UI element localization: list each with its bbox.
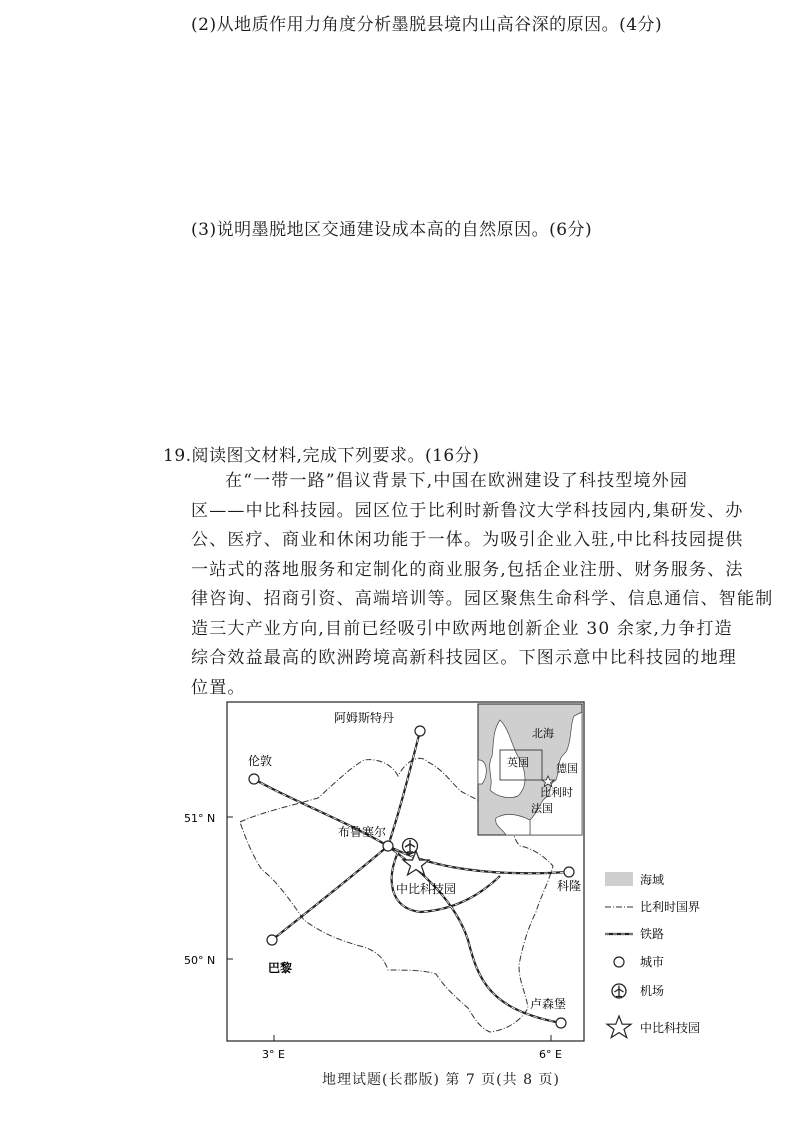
- label-cologne: 科隆: [557, 879, 582, 893]
- passage-line: 综合效益最高的欧洲跨境高新科技园区。下图示意中比科技园的地理: [191, 648, 737, 668]
- legend-railway-label: 铁路: [640, 927, 665, 941]
- legend: [605, 872, 700, 1038]
- lat-50-label: 50° N: [184, 954, 216, 967]
- inset-germany: 德国: [556, 762, 578, 775]
- legend-park-label: 中比科技园: [640, 1021, 701, 1035]
- legend-airport-icon: [612, 984, 626, 998]
- airport-icon: [403, 839, 418, 854]
- label-luxembourg: 卢森堡: [530, 997, 567, 1011]
- label-paris: 巴黎: [268, 961, 293, 975]
- question-19: 19.阅读图文材料,完成下列要求。(16分): [163, 446, 480, 466]
- city-london: [249, 774, 259, 784]
- legend-border-label: 比利时国界: [640, 900, 701, 914]
- passage-line: 律咨询、招商引资、高端培训等。园区聚焦生命科学、信息通信、智能制: [191, 589, 774, 609]
- page-footer: 地理试题(长郡版) 第 7 页(共 8 页): [322, 1072, 560, 1088]
- city-paris: [267, 935, 277, 945]
- label-park: 中比科技园: [396, 882, 457, 896]
- label-amsterdam: 阿姆斯特丹: [334, 711, 395, 725]
- legend-sea-label: 海域: [640, 873, 665, 887]
- passage-line: 区——中比科技园。园区位于比利时新鲁汶大学科技园内,集研发、办: [191, 500, 744, 521]
- lon-6-label: 6° E: [539, 1048, 562, 1061]
- legend-sea-swatch: [605, 872, 633, 886]
- passage-line: 一站式的落地服务和定制化的商业服务,包括企业注册、财务服务、法: [191, 559, 744, 580]
- passage-line: 公、医疗、商业和休闲功能于一体。为吸引企业入驻,中比科技园提供: [191, 530, 744, 550]
- city-brussels: [383, 841, 393, 851]
- inset-belgium: 比利时: [540, 786, 573, 799]
- passage-line: 在“一带一路”倡议背景下,中国在欧洲建设了科技型境外园: [225, 471, 689, 491]
- passage-line: 位置。: [191, 677, 246, 698]
- question-3: (3)说明墨脱地区交通建设成本高的自然原因。(6分): [191, 220, 593, 240]
- lat-51-label: 51° N: [184, 812, 216, 825]
- city-luxembourg: [556, 1018, 566, 1028]
- legend-park-star-icon: [607, 1016, 631, 1038]
- inset-map: [478, 704, 582, 835]
- legend-airport-label: 机场: [640, 984, 665, 998]
- city-cologne: [564, 867, 574, 877]
- legend-city-label: 城市: [640, 955, 665, 969]
- label-london: 伦敦: [248, 754, 273, 768]
- legend-city-icon: [614, 957, 624, 967]
- label-brussels: 布鲁塞尔: [338, 825, 387, 839]
- city-amsterdam: [415, 726, 425, 736]
- question-2: (2)从地质作用力角度分析墨脱县境内山高谷深的原因。(4分): [191, 15, 663, 35]
- inset-uk: 英国: [507, 756, 529, 769]
- inset-north-sea: 北海: [532, 727, 554, 740]
- railway-paris-brussels: [272, 846, 388, 940]
- lon-3-label: 3° E: [262, 1048, 285, 1061]
- inset-france: 法国: [531, 802, 553, 815]
- passage-line: 造三大产业方向,目前已经吸引中欧两地创新企业 30 余家,力争打造: [191, 618, 733, 639]
